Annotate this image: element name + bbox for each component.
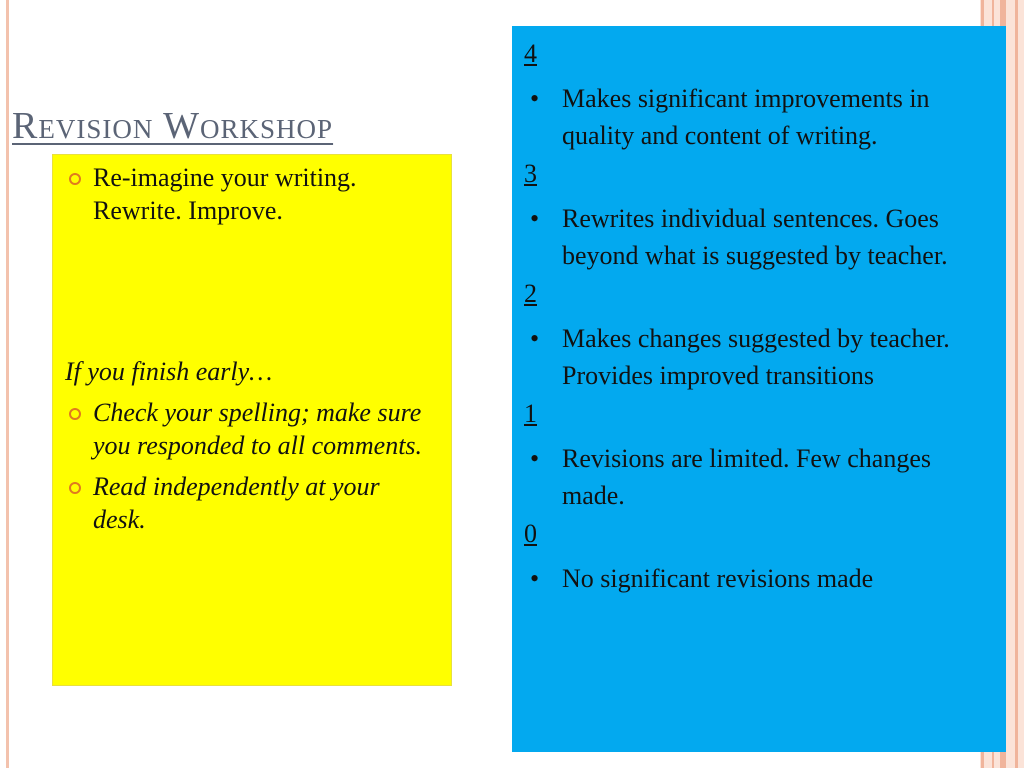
rubric-description: [524, 80, 1006, 154]
rubric-description: [524, 440, 1006, 514]
rubric-text: Rewrites individual sentences. Goes beyond what is suggested by teacher.: [562, 204, 948, 270]
rubric-description: [524, 200, 1006, 274]
bullet-icon: •: [530, 204, 540, 233]
bullet-icon: •: [530, 84, 540, 113]
instruction-text: Check your spelling; make sure you responded to all comments.: [93, 398, 423, 460]
instruction-item: [63, 470, 437, 536]
rubric-text: No significant revisions made: [562, 564, 874, 593]
ring-bullet-icon: [69, 408, 81, 420]
rubric-score: 1: [524, 399, 537, 428]
bullet-icon: •: [530, 324, 540, 353]
bullet-icon: •: [530, 564, 540, 593]
slide-title: Revision Workshop: [12, 105, 334, 147]
instruction-item: [63, 161, 437, 227]
ring-bullet-icon: [69, 482, 81, 494]
rubric-score: 0: [524, 519, 537, 548]
rubric-score: 4: [524, 39, 537, 68]
left-decorative-stripe: [6, 0, 9, 768]
rubric-text: Revisions are limited. Few changes made.: [562, 444, 931, 510]
instructions-panel: [52, 154, 452, 686]
rubric-text: Makes changes suggested by teacher. Provides improved transitions: [562, 324, 950, 390]
rubric-description: [524, 320, 1006, 394]
rubric-text: Makes significant improvements in quality and content of writing.: [562, 84, 930, 150]
bullet-icon: •: [530, 444, 540, 473]
instruction-text: Read independently at your desk.: [93, 472, 380, 534]
ring-bullet-icon: [69, 173, 81, 185]
right-decorative-line: [1015, 0, 1018, 768]
rubric-score: 3: [524, 159, 537, 188]
rubric-panel: [512, 26, 1006, 752]
instruction-item: [63, 396, 437, 462]
rubric-description: [524, 560, 1006, 597]
rubric-score: 2: [524, 279, 537, 308]
early-finish-note: If you finish early…: [65, 357, 273, 386]
instruction-text: Re-imagine your writing. Rewrite. Improve.: [93, 163, 357, 225]
